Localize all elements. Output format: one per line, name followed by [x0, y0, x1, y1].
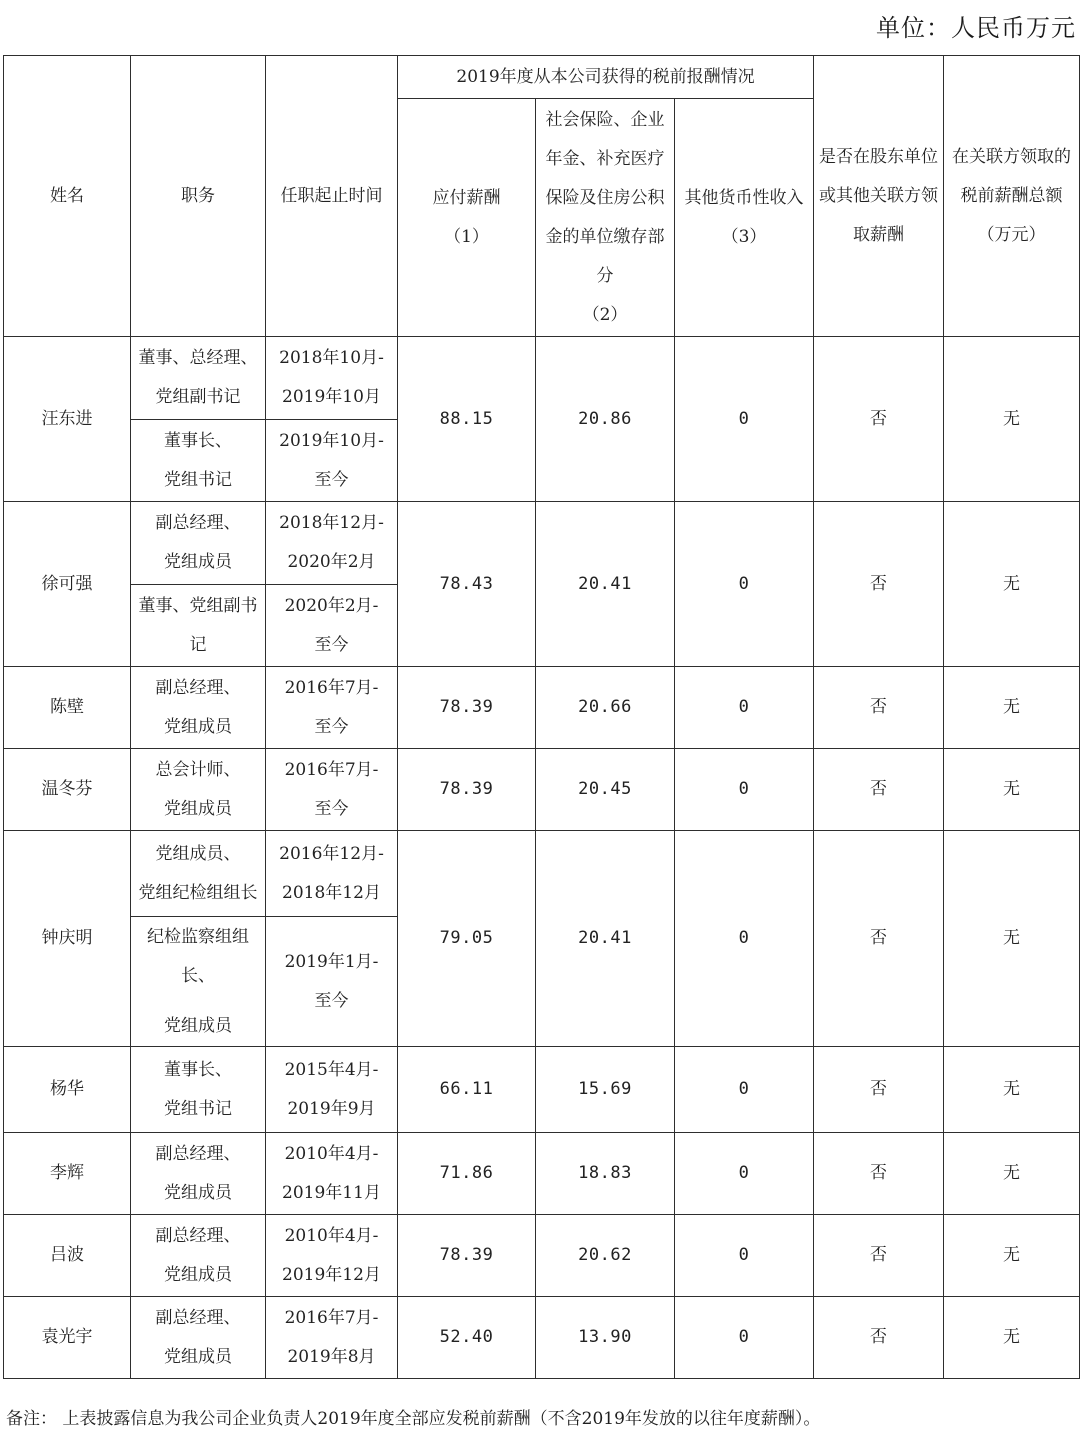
header-other-income	[675, 99, 814, 337]
cell-insurance: 20.62	[536, 1215, 675, 1297]
text-line: 2019年9月	[287, 1098, 376, 1119]
cell-position	[131, 420, 266, 502]
cell-salary: 78.39	[398, 1215, 536, 1297]
text-line: 党组成员	[164, 716, 232, 737]
text-line: 2019年11月	[282, 1182, 381, 1203]
cell-name: 吕波	[4, 1215, 131, 1297]
text-line: 或其他关联方领	[819, 185, 939, 206]
cell-position	[131, 502, 266, 585]
text-line: 2016年7月-	[284, 759, 379, 780]
cell-related-party: 否	[814, 1297, 944, 1379]
text-line: 2018年10月-	[279, 348, 384, 368]
cell-related-total: 无	[944, 831, 1080, 1047]
cell-name: 徐可强	[4, 502, 131, 667]
cell-position	[131, 667, 266, 749]
cell-salary: 78.39	[398, 667, 536, 749]
header-salary	[398, 99, 536, 337]
cell-related-total: 无	[944, 1215, 1080, 1297]
text-line: 党组成员	[164, 1182, 232, 1203]
footnote: 备注： 上表披露信息为我公司企业负责人2019年度全部应发税前薪酬（不含2019年发放的以往年度薪酬）。	[6, 1409, 821, 1429]
cell-position	[131, 1133, 266, 1215]
cell-insurance: 20.41	[536, 831, 675, 1047]
text-line: 至今	[314, 990, 349, 1011]
text-line: 副总经理、	[155, 1225, 241, 1246]
text-line: 党组成员	[164, 798, 232, 819]
cell-other-income: 0	[675, 1133, 814, 1215]
table-row	[4, 831, 1080, 917]
cell-salary: 66.11	[398, 1047, 536, 1133]
cell-insurance: 18.83	[536, 1133, 675, 1215]
text-line: 党组成员	[164, 1346, 232, 1367]
text-line: 社会保险、企业	[545, 109, 665, 130]
unit-label: 单位：人民币万元	[876, 14, 1076, 42]
text-line: 党组成员	[164, 1264, 232, 1285]
cell-position	[131, 749, 266, 831]
text-line: （1）	[444, 226, 489, 247]
text-line: 至今	[314, 798, 349, 819]
cell-salary: 78.43	[398, 502, 536, 667]
text-line: 金的单位缴存部	[545, 226, 665, 247]
text-line: 记	[189, 634, 207, 655]
cell-insurance: 20.86	[536, 337, 675, 502]
cell-term	[266, 917, 398, 1047]
cell-name: 李辉	[4, 1133, 131, 1215]
table-row	[4, 667, 1080, 749]
cell-other-income: 0	[675, 502, 814, 667]
cell-insurance: 20.45	[536, 749, 675, 831]
cell-name: 钟庆明	[4, 831, 131, 1047]
table-row	[4, 1047, 1080, 1133]
cell-related-party: 否	[814, 1047, 944, 1133]
text-line: 2019年10月	[282, 387, 381, 407]
table-row	[4, 1133, 1080, 1215]
cell-salary: 71.86	[398, 1133, 536, 1215]
cell-other-income: 0	[675, 749, 814, 831]
text-line: 2020年2月	[287, 552, 376, 572]
cell-other-income: 0	[675, 667, 814, 749]
header-insurance	[536, 99, 675, 337]
text-line: 是否在股东单位	[819, 146, 939, 167]
cell-term	[266, 1133, 398, 1215]
cell-related-party: 否	[814, 502, 944, 667]
cell-position	[131, 337, 266, 420]
text-line: （3）	[721, 226, 767, 247]
text-line: 2010年4月-	[284, 1143, 379, 1164]
cell-name: 汪东进	[4, 337, 131, 502]
text-line: 董事长、	[164, 430, 232, 451]
text-line: 2018年12月-	[279, 513, 384, 533]
cell-related-total: 无	[944, 1297, 1080, 1379]
text-line: 党组书记	[164, 1098, 232, 1119]
text-line: 应付薪酬	[432, 187, 501, 208]
text-line: 2016年7月-	[284, 1307, 379, 1328]
cell-related-total: 无	[944, 667, 1080, 749]
text-line: （2）	[582, 304, 628, 325]
table-row	[4, 1215, 1080, 1297]
text-line: 副总经理、	[155, 1143, 241, 1164]
text-line: 长、	[181, 965, 215, 986]
text-line: 2016年7月-	[284, 677, 379, 698]
cell-position	[131, 1047, 266, 1133]
cell-term	[266, 1047, 398, 1133]
cell-related-party: 否	[814, 749, 944, 831]
text-line: 党组书记	[164, 469, 232, 490]
cell-term	[266, 337, 398, 420]
header-related-party	[814, 56, 944, 337]
cell-position	[131, 1297, 266, 1379]
text-line: 党组副书记	[155, 387, 241, 407]
table-row	[4, 749, 1080, 831]
cell-other-income: 0	[675, 337, 814, 502]
table-row	[4, 337, 1080, 420]
cell-insurance: 13.90	[536, 1297, 675, 1379]
text-line: 总会计师、	[155, 759, 241, 780]
text-line: 董事长、	[164, 1059, 232, 1080]
text-line: 党组成员、	[155, 843, 241, 864]
cell-related-party: 否	[814, 667, 944, 749]
text-line: 2015年4月-	[284, 1059, 379, 1080]
cell-salary: 88.15	[398, 337, 536, 502]
cell-salary: 52.40	[398, 1297, 536, 1379]
text-line: 分	[596, 265, 614, 286]
cell-position	[131, 585, 266, 667]
text-line: 保险及住房公积	[545, 187, 665, 208]
text-line: 2018年12月	[282, 882, 381, 903]
cell-other-income: 0	[675, 1297, 814, 1379]
text-line: 2020年2月-	[284, 595, 379, 616]
header-related-total	[944, 56, 1080, 337]
text-line: （万元）	[977, 224, 1046, 245]
cell-related-total: 无	[944, 749, 1080, 831]
cell-related-total: 无	[944, 337, 1080, 502]
text-line: 副总经理、	[155, 677, 241, 698]
text-line: 董事、党组副书	[138, 595, 258, 616]
text-line: 党组成员	[164, 1015, 232, 1036]
cell-related-party: 否	[814, 337, 944, 502]
cell-term	[266, 749, 398, 831]
header-name: 姓名	[4, 56, 131, 337]
cell-name: 温冬芬	[4, 749, 131, 831]
text-line: 2019年10月-	[279, 430, 384, 451]
text-line: 2019年12月	[282, 1264, 381, 1285]
text-line: 在关联方领取的	[952, 146, 1072, 167]
text-line: 2019年8月	[287, 1346, 376, 1367]
text-line: 至今	[314, 469, 349, 490]
cell-insurance: 20.66	[536, 667, 675, 749]
text-line: 纪检监察组组	[147, 926, 249, 947]
cell-term	[266, 420, 398, 502]
text-line: 至今	[314, 634, 349, 655]
cell-other-income: 0	[675, 831, 814, 1047]
text-line: 2010年4月-	[284, 1225, 379, 1246]
text-line: 副总经理、	[155, 1307, 241, 1328]
header-position: 职务	[131, 56, 266, 337]
text-line: 取薪酬	[853, 224, 905, 245]
text-line: 年金、补充医疗	[545, 148, 665, 169]
text-line: 董事、总经理、	[138, 348, 258, 368]
text-line: 2019年1月-	[284, 951, 379, 972]
cell-position	[131, 831, 266, 917]
cell-related-party: 否	[814, 831, 944, 1047]
text-line: 其他货币性收入	[684, 187, 804, 208]
cell-term	[266, 585, 398, 667]
cell-related-party: 否	[814, 1215, 944, 1297]
cell-term	[266, 667, 398, 749]
cell-name: 杨华	[4, 1047, 131, 1133]
cell-term	[266, 1215, 398, 1297]
cell-related-party: 否	[814, 1133, 944, 1215]
cell-name: 陈壁	[4, 667, 131, 749]
cell-insurance: 20.41	[536, 502, 675, 667]
cell-name: 袁光宇	[4, 1297, 131, 1379]
text-line: 副总经理、	[155, 513, 241, 533]
text-line: 税前薪酬总额	[960, 185, 1063, 206]
cell-position	[131, 917, 266, 1047]
cell-related-total: 无	[944, 1133, 1080, 1215]
cell-salary: 78.39	[398, 749, 536, 831]
cell-related-total: 无	[944, 502, 1080, 667]
header-compensation-group: 2019年度从本公司获得的税前报酬情况	[398, 56, 814, 99]
cell-other-income: 0	[675, 1215, 814, 1297]
header-term: 任职起止时间	[266, 56, 398, 337]
cell-term	[266, 1297, 398, 1379]
cell-term	[266, 831, 398, 917]
table-row	[4, 1297, 1080, 1379]
cell-related-total: 无	[944, 1047, 1080, 1133]
text-line: 党组纪检组组长	[138, 882, 258, 903]
cell-other-income: 0	[675, 1047, 814, 1133]
table-row	[4, 502, 1080, 585]
cell-salary: 79.05	[398, 831, 536, 1047]
cell-insurance: 15.69	[536, 1047, 675, 1133]
text-line: 党组成员	[164, 552, 232, 572]
cell-term	[266, 502, 398, 585]
compensation-table	[3, 55, 1080, 1379]
text-line: 2016年12月-	[279, 843, 384, 864]
text-line: 至今	[314, 716, 349, 737]
cell-position	[131, 1215, 266, 1297]
